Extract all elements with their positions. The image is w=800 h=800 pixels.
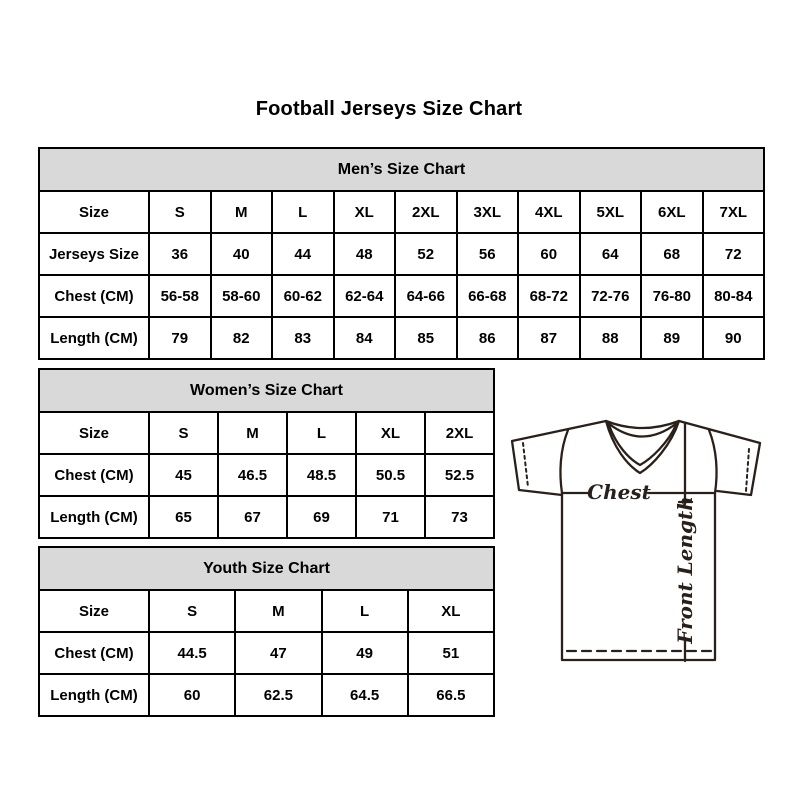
size-value-cell: 6XL bbox=[641, 191, 703, 233]
size-value-cell: 40 bbox=[211, 233, 273, 275]
size-value-cell: 64-66 bbox=[395, 275, 457, 317]
size-value-cell: XL bbox=[356, 412, 425, 454]
size-value-cell: 56-58 bbox=[149, 275, 211, 317]
size-value-cell: 73 bbox=[425, 496, 494, 538]
table-row bbox=[39, 233, 764, 275]
table-row bbox=[39, 632, 494, 674]
size-value-cell: 4XL bbox=[518, 191, 580, 233]
youth-size-chart-table bbox=[38, 546, 495, 717]
size-value-cell: 68-72 bbox=[518, 275, 580, 317]
size-value-cell: 60-62 bbox=[272, 275, 334, 317]
size-value-cell: M bbox=[211, 191, 273, 233]
page-title: Football Jerseys Size Chart bbox=[255, 98, 523, 120]
size-value-cell: 66.5 bbox=[408, 674, 494, 716]
size-value-cell: 68 bbox=[641, 233, 703, 275]
row-label: Size bbox=[39, 412, 149, 454]
size-value-cell: 48 bbox=[334, 233, 396, 275]
row-label: Size bbox=[39, 191, 149, 233]
row-label: Length (CM) bbox=[39, 674, 149, 716]
table-row bbox=[39, 496, 494, 538]
size-value-cell: 85 bbox=[395, 317, 457, 359]
size-value-cell: 67 bbox=[218, 496, 287, 538]
size-value-cell: 71 bbox=[356, 496, 425, 538]
jersey-measurement-diagram bbox=[502, 398, 772, 668]
size-value-cell: L bbox=[322, 590, 408, 632]
front-length-label: Front Length bbox=[673, 496, 697, 644]
size-value-cell: 69 bbox=[287, 496, 356, 538]
row-label: Size bbox=[39, 590, 149, 632]
table-row bbox=[39, 674, 494, 716]
row-label: Length (CM) bbox=[39, 496, 149, 538]
size-value-cell: 48.5 bbox=[287, 454, 356, 496]
size-value-cell: 64.5 bbox=[322, 674, 408, 716]
womens-size-chart-table bbox=[38, 368, 495, 539]
size-value-cell: 51 bbox=[408, 632, 494, 674]
size-value-cell: S bbox=[149, 191, 211, 233]
row-label: Jerseys Size bbox=[39, 233, 149, 275]
jersey-outline-icon bbox=[512, 421, 760, 661]
size-value-cell: 47 bbox=[235, 632, 321, 674]
size-value-cell: 3XL bbox=[457, 191, 519, 233]
size-value-cell: 46.5 bbox=[218, 454, 287, 496]
table-row bbox=[39, 275, 764, 317]
table-section-header: Men’s Size Chart bbox=[39, 148, 764, 191]
size-value-cell: 72-76 bbox=[580, 275, 642, 317]
table-row bbox=[39, 454, 494, 496]
size-value-cell: 62.5 bbox=[235, 674, 321, 716]
size-value-cell: 49 bbox=[322, 632, 408, 674]
size-value-cell: 44.5 bbox=[149, 632, 235, 674]
row-label: Chest (CM) bbox=[39, 632, 149, 674]
size-value-cell: S bbox=[149, 412, 218, 454]
row-label: Chest (CM) bbox=[39, 454, 149, 496]
size-value-cell: 60 bbox=[149, 674, 235, 716]
row-label: Chest (CM) bbox=[39, 275, 149, 317]
size-value-cell: 83 bbox=[272, 317, 334, 359]
size-value-cell: 52 bbox=[395, 233, 457, 275]
table-section-header: Youth Size Chart bbox=[39, 547, 494, 590]
table-row bbox=[39, 590, 494, 632]
size-value-cell: 36 bbox=[149, 233, 211, 275]
size-value-cell: S bbox=[149, 590, 235, 632]
size-value-cell: M bbox=[235, 590, 321, 632]
mens-size-chart-table bbox=[38, 147, 765, 360]
size-value-cell: 5XL bbox=[580, 191, 642, 233]
size-value-cell: 72 bbox=[703, 233, 765, 275]
size-value-cell: 56 bbox=[457, 233, 519, 275]
table-section-header: Women’s Size Chart bbox=[39, 369, 494, 412]
table-row bbox=[39, 317, 764, 359]
size-value-cell: 62-64 bbox=[334, 275, 396, 317]
size-value-cell: 87 bbox=[518, 317, 580, 359]
size-value-cell: 90 bbox=[703, 317, 765, 359]
size-value-cell: 58-60 bbox=[211, 275, 273, 317]
chest-label: Chest bbox=[587, 480, 651, 504]
size-value-cell: 84 bbox=[334, 317, 396, 359]
size-value-cell: 60 bbox=[518, 233, 580, 275]
row-label: Length (CM) bbox=[39, 317, 149, 359]
size-value-cell: 79 bbox=[149, 317, 211, 359]
size-value-cell: 66-68 bbox=[457, 275, 519, 317]
size-value-cell: 7XL bbox=[703, 191, 765, 233]
size-value-cell: 2XL bbox=[425, 412, 494, 454]
size-value-cell: 86 bbox=[457, 317, 519, 359]
size-value-cell: 82 bbox=[211, 317, 273, 359]
size-value-cell: 65 bbox=[149, 496, 218, 538]
size-value-cell: XL bbox=[408, 590, 494, 632]
size-value-cell: 45 bbox=[149, 454, 218, 496]
size-value-cell: L bbox=[287, 412, 356, 454]
size-value-cell: 76-80 bbox=[641, 275, 703, 317]
size-value-cell: L bbox=[272, 191, 334, 233]
size-value-cell: 50.5 bbox=[356, 454, 425, 496]
size-value-cell: 52.5 bbox=[425, 454, 494, 496]
size-value-cell: 64 bbox=[580, 233, 642, 275]
table-row bbox=[39, 191, 764, 233]
table-row bbox=[39, 412, 494, 454]
size-value-cell: M bbox=[218, 412, 287, 454]
size-value-cell: 2XL bbox=[395, 191, 457, 233]
size-value-cell: XL bbox=[334, 191, 396, 233]
size-value-cell: 80-84 bbox=[703, 275, 765, 317]
size-value-cell: 44 bbox=[272, 233, 334, 275]
size-value-cell: 88 bbox=[580, 317, 642, 359]
size-value-cell: 89 bbox=[641, 317, 703, 359]
